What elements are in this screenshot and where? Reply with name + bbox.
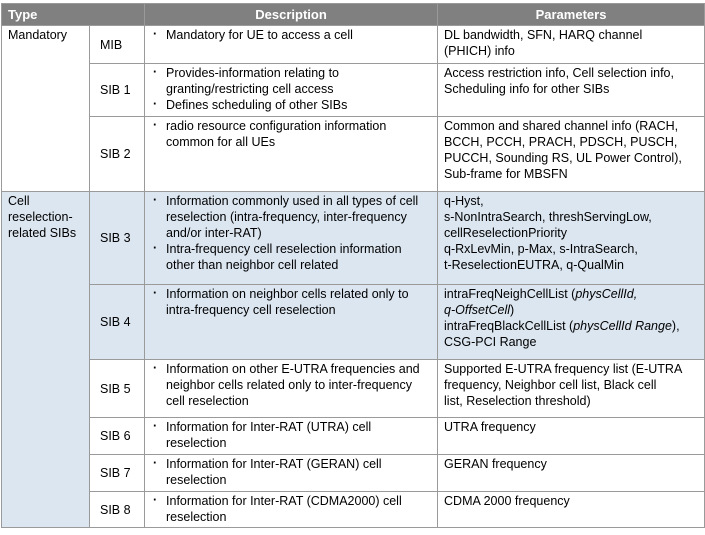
sib-name: SIB 1	[90, 64, 145, 117]
parameter-line: q-OffsetCell)	[444, 303, 515, 317]
parameter-line: BCCH, PCCH, PRACH, PDSCH, PUSCH,	[444, 135, 678, 149]
description-item: · Information commonly used in all types of cell reselection (intra-frequency, inter-frequency and/or inter-RAT)	[151, 193, 432, 241]
parameters-cell	[438, 492, 705, 528]
parameter-line: PUCCH, Sounding RS, UL Power Control),	[444, 151, 682, 165]
description-item: · Information for Inter-RAT (CDMA2000) cell reselection	[151, 493, 432, 525]
description-cell	[145, 492, 438, 528]
parameter-line: GERAN frequency	[444, 457, 547, 471]
description-item: · Information on neighbor cells related only to intra-frequency cell reselection	[151, 286, 432, 318]
table-row-sib8	[2, 492, 705, 528]
parameter-line: Sub-frame for MBSFN	[444, 167, 568, 181]
table-row-sib5	[2, 360, 705, 418]
parameter-line: intraFreqBlackCellList (physCellId Range),	[444, 319, 680, 333]
description-cell	[145, 360, 438, 418]
header-type: Type	[2, 4, 145, 26]
description-cell	[145, 64, 438, 117]
description-cell	[145, 455, 438, 492]
parameters-cell	[438, 455, 705, 492]
description-item: · Provides-information relating to granting/restricting cell access	[151, 65, 432, 97]
parameter-line: CDMA 2000 frequency	[444, 494, 570, 508]
parameters-cell	[438, 418, 705, 455]
description-item: · Defines scheduling of other SIBs	[151, 97, 432, 113]
type-cell-cell-reselection: Cell reselection-related SIBs	[2, 192, 90, 528]
sib-name: SIB 5	[90, 360, 145, 418]
parameter-line: q-Hyst,	[444, 194, 484, 208]
parameter-line: Common and shared channel info (RACH,	[444, 119, 679, 133]
description-cell	[145, 117, 438, 192]
sib-name: SIB 3	[90, 192, 145, 285]
parameters-cell	[438, 360, 705, 418]
sib-name: SIB 8	[90, 492, 145, 528]
parameters-cell	[438, 192, 705, 285]
header-parameters: Parameters	[438, 4, 705, 26]
table-row-sib4	[2, 285, 705, 360]
parameter-line: Supported E-UTRA frequency list (E-UTRA	[444, 362, 683, 376]
parameter-line: list, Reselection threshold)	[444, 394, 591, 408]
description-item: · Information for Inter-RAT (GERAN) cell reselection	[151, 456, 432, 488]
parameter-line: q-RxLevMin, p-Max, s-IntraSearch,	[444, 242, 638, 256]
table-row-mib	[2, 26, 705, 64]
parameter-line: s-NonIntraSearch, threshServingLow,	[444, 210, 652, 224]
table-row-sib7	[2, 455, 705, 492]
parameters-cell	[438, 117, 705, 192]
table-row-sib3	[2, 192, 705, 285]
parameter-line: (PHICH) info	[444, 44, 515, 58]
sib-name: SIB 6	[90, 418, 145, 455]
parameter-line: cellReselectionPriority	[444, 226, 567, 240]
description-item: · Information on other E-UTRA frequencies and neighbor cells related only to inter-frequency cell reselection	[151, 361, 432, 409]
parameters-cell	[438, 26, 705, 64]
parameter-line: CSG-PCI Range	[444, 335, 537, 349]
sib-name: SIB 2	[90, 117, 145, 192]
description-cell	[145, 285, 438, 360]
table-row-sib1	[2, 64, 705, 117]
description-cell	[145, 26, 438, 64]
sib-name: MIB	[90, 26, 145, 64]
description-item: · Mandatory for UE to access a cell	[151, 27, 432, 43]
parameter-line: DL bandwidth, SFN, HARQ channel	[444, 28, 643, 42]
sib-table	[1, 3, 705, 528]
description-cell	[145, 418, 438, 455]
parameter-line: t-ReselectionEUTRA, q-QualMin	[444, 258, 624, 272]
type-cell-mandatory: Mandatory	[2, 26, 90, 192]
parameter-line: Scheduling info for other SIBs	[444, 82, 610, 96]
sib-name: SIB 7	[90, 455, 145, 492]
description-item: · Intra-frequency cell reselection information other than neighbor cell related	[151, 241, 432, 273]
sib-name: SIB 4	[90, 285, 145, 360]
header-row	[2, 4, 705, 26]
parameters-cell	[438, 64, 705, 117]
table-row-sib6	[2, 418, 705, 455]
description-cell	[145, 192, 438, 285]
parameter-line: UTRA frequency	[444, 420, 536, 434]
parameter-line: intraFreqNeighCellList (physCellId,	[444, 287, 638, 301]
parameters-cell	[438, 285, 705, 360]
parameter-line: Access restriction info, Cell selection info,	[444, 66, 674, 80]
table-row-sib2	[2, 117, 705, 192]
description-item: · radio resource configuration information common for all UEs	[151, 118, 432, 150]
header-description: Description	[145, 4, 438, 26]
parameter-line: frequency, Neighbor cell list, Black cell	[444, 378, 657, 392]
description-item: · Information for Inter-RAT (UTRA) cell reselection	[151, 419, 432, 451]
